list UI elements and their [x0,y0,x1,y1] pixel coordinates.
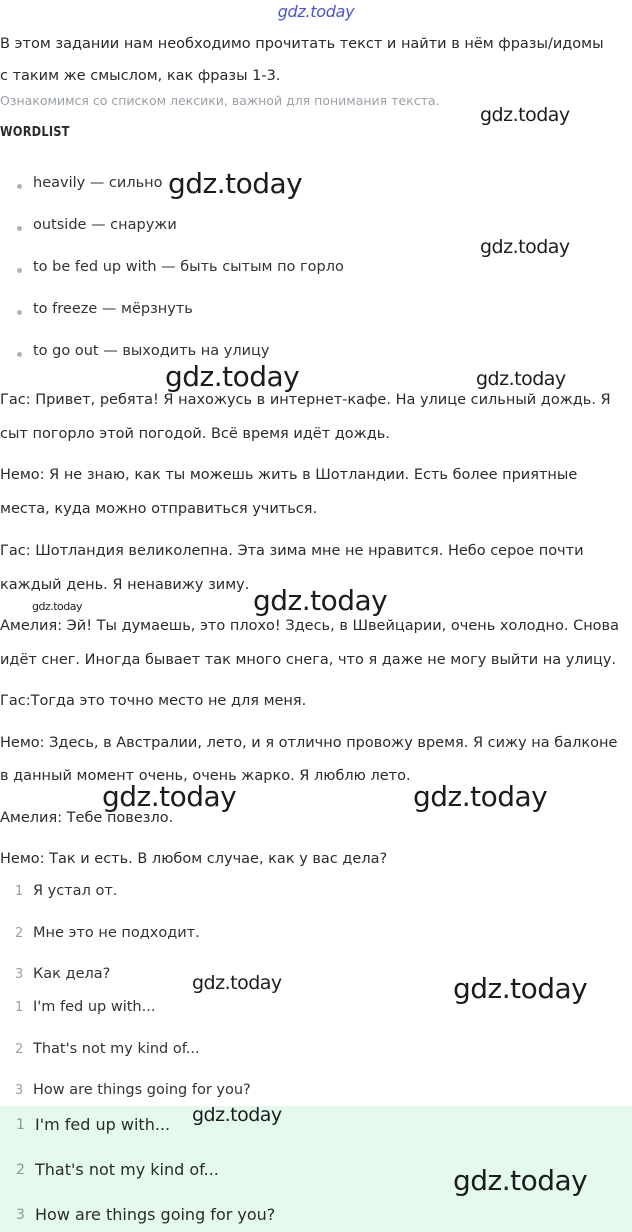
list-number: 1 [15,884,24,899]
bullet-dot [17,352,22,357]
list-number: 1 [15,1000,24,1015]
watermark: gdz.today [165,360,300,393]
phrase-item: I'm fed up with... [33,999,156,1015]
wordlist-item: to be fed up with — быть сытым по горло [33,259,344,275]
watermark: gdz.today [102,780,237,813]
watermark: gdz.today [476,368,566,390]
answer-item: How are things going for you? [35,1205,276,1224]
intro-line-1: В этом задании нам необходимо прочитать текст и найти в нём фразы/идомы [0,36,604,52]
dialogue-line: идёт снег. Иногда бывает так много снега, что я даже не могу выйти на улицу. [0,652,617,668]
list-number: 3 [15,967,24,982]
watermark: gdz.today [192,1104,282,1126]
watermark: gdz.today [413,780,548,813]
list-number: 2 [15,926,24,941]
answer-number: 3 [16,1207,25,1223]
dialogue-line: Немо: Я не знаю, как ты можешь жить в Шотландии. Есть более приятные [0,467,578,483]
wordlist-heading: WORDLIST [0,125,70,140]
dialogue-line: каждый день. Я ненавижу зиму. [0,577,250,593]
bullet-dot [17,184,22,189]
answer-number: 2 [16,1162,25,1178]
watermark: gdz.today [32,600,83,613]
list-number: 3 [15,1083,24,1098]
watermark: gdz.today [168,167,303,200]
watermark: gdz.today [453,1164,588,1197]
watermark: gdz.today [253,584,388,617]
answer-item: I'm fed up with... [35,1115,171,1134]
watermark: gdz.today [192,972,282,994]
phrase-item: How are things going for you? [33,1082,251,1098]
top-watermark: gdz.today [277,2,355,21]
dialogue-line: в данный момент очень, очень жарко. Я люблю лето. [0,768,411,784]
dialogue-line: Гас: Привет, ребята! Я нахожусь в интернет-кафе. На улице сильный дождь. Я [0,392,611,408]
dialogue-line: Амелия: Тебе повезло. [0,810,174,826]
watermark: gdz.today [453,972,588,1005]
wordlist-item: to go out — выходить на улицу [33,343,270,359]
answer-number: 1 [16,1117,25,1133]
bullet-dot [17,268,22,273]
bullet-dot [17,226,22,231]
dialogue-line: Гас: Шотландия великолепна. Эта зима мне не нравится. Небо серое почти [0,543,584,559]
dialogue-line: Немо: Так и есть. В любом случае, как у вас дела? [0,851,388,867]
intro-hint: Ознакомимся со списком лексики, важной для понимания текста. [0,93,440,108]
dialogue-line: Гас:Тогда это точно место не для меня. [0,693,307,709]
intro-line-2: с таким же смыслом, как фразы 1-3. [0,68,281,84]
watermark: gdz.today [480,104,570,126]
watermark: gdz.today [480,236,570,258]
wordlist-item: to freeze — мёрзнуть [33,301,193,317]
dialogue-line: Амелия: Эй! Ты думаешь, это плохо! Здесь, в Швейцарии, очень холодно. Снова [0,618,619,634]
wordlist-item: heavily — сильно [33,175,163,191]
bullet-dot [17,310,22,315]
dialogue-line: места, куда можно отправиться учиться. [0,501,318,517]
translation-item: Как дела? [33,966,111,982]
translation-item: Я устал от. [33,883,118,899]
dialogue-line: Немо: Здесь, в Австралии, лето, и я отлично провожу время. Я сижу на балконе [0,735,618,751]
answer-item: That's not my kind of... [35,1160,219,1179]
translation-item: Мне это не подходит. [33,925,200,941]
dialogue-line: сыт погорло этой погодой. Всё время идёт дождь. [0,426,390,442]
wordlist-item: outside — снаружи [33,217,177,233]
list-number: 2 [15,1042,24,1057]
phrase-item: That's not my kind of... [33,1041,200,1057]
